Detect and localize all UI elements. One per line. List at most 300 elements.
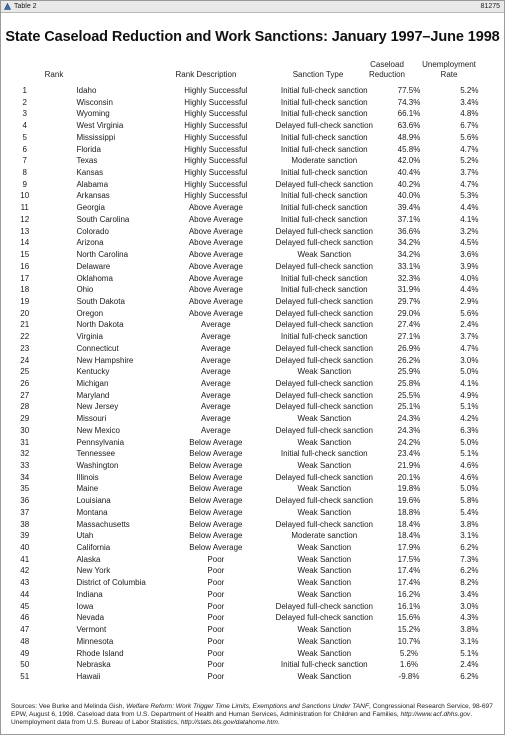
table-row <box>1 390 504 402</box>
caseload-reduction-cell: 17.4% <box>397 578 421 588</box>
caseload-reduction-cell: 32.3% <box>397 273 421 283</box>
caseload-reduction-cell: 5.2% <box>399 648 419 658</box>
rank-description-cell: Average <box>201 390 231 400</box>
state-cell: Florida <box>76 144 101 154</box>
caseload-reduction-cell: 40.2% <box>397 179 421 189</box>
table-row <box>1 179 504 191</box>
rank-cell: 31 <box>20 437 30 447</box>
caseload-reduction-cell: 16.1% <box>397 601 421 611</box>
header-caseload-reduction <box>360 60 414 79</box>
sanction-type-cell: Initial full-check sanction <box>280 332 368 342</box>
sanction-type-cell: Delayed full-check sanction <box>275 226 373 236</box>
state-cell: Idaho <box>76 86 97 95</box>
table-row <box>1 120 504 132</box>
state-cell: Kentucky <box>76 367 110 377</box>
rank-cell: 24 <box>20 355 30 365</box>
unemployment-rate-cell: 4.9% <box>460 390 479 400</box>
table-row <box>1 659 504 671</box>
rank-description-cell: Below Average <box>189 519 243 529</box>
state-cell: Pennsylvania <box>76 437 125 447</box>
unemployment-rate-cell: 5.2% <box>460 86 479 95</box>
rank-description-cell: Highly Successful <box>184 144 248 154</box>
state-cell: North Carolina <box>76 250 129 260</box>
unemployment-rate-cell: 5.1% <box>460 648 479 658</box>
rank-cell: 9 <box>22 179 27 189</box>
table-body <box>1 85 504 683</box>
table-row <box>1 565 504 577</box>
sources-acf-link[interactable]: http://www.acf.dhhs.gov <box>400 711 471 719</box>
rank-description-cell: Average <box>201 425 231 435</box>
state-cell: Wyoming <box>76 109 110 119</box>
state-cell: Maine <box>76 484 99 494</box>
rank-cell: 12 <box>20 214 30 224</box>
table-row <box>1 319 504 331</box>
state-cell: North Dakota <box>76 320 124 330</box>
header-caseload-line1: Caseload <box>370 60 404 69</box>
caseload-reduction-cell: 15.2% <box>397 625 421 635</box>
table-row <box>1 237 504 249</box>
sources-note <box>11 703 497 728</box>
window-title: Table 2 <box>14 3 37 10</box>
rank-description-cell: Poor <box>207 613 225 623</box>
caseload-reduction-cell: 48.9% <box>397 132 421 142</box>
sources-prefix: Sources: Vee Burke and Melinda Gish, <box>11 703 127 710</box>
state-cell: Utah <box>76 531 94 541</box>
sanction-type-cell: Delayed full-check sanction <box>275 355 373 365</box>
sanction-type-cell: Delayed full-check sanction <box>275 308 373 318</box>
rank-description-cell: Highly Successful <box>184 191 248 201</box>
table-row <box>1 284 504 296</box>
sanction-type-cell: Initial full-check sanction <box>280 109 368 119</box>
unemployment-rate-cell: 8.2% <box>460 578 479 588</box>
state-cell: South Dakota <box>76 296 125 306</box>
table-row <box>1 542 504 554</box>
state-cell: Wisconsin <box>76 97 113 107</box>
table-title: State Caseload Reduction and Work Sanctions: January 1997–June 1998 <box>5 29 500 45</box>
rank-cell: 42 <box>20 566 30 576</box>
rank-description-cell: Average <box>201 367 231 377</box>
state-cell: South Carolina <box>76 214 130 224</box>
caseload-reduction-cell: 29.0% <box>397 308 421 318</box>
state-cell: Hawaii <box>76 671 101 681</box>
state-cell: Michigan <box>76 378 109 388</box>
table-row <box>1 425 504 437</box>
rank-cell: 51 <box>20 671 30 681</box>
state-cell: Alabama <box>76 179 109 189</box>
rank-description-cell: Above Average <box>188 226 243 236</box>
rank-description-cell: Average <box>201 355 231 365</box>
rank-cell: 50 <box>20 660 30 670</box>
rank-cell: 20 <box>20 308 30 318</box>
sanction-type-cell: Weak Sanction <box>297 484 352 494</box>
unemployment-rate-cell: 3.1% <box>460 531 479 541</box>
unemployment-rate-cell: 3.4% <box>460 97 479 107</box>
table-row <box>1 249 504 261</box>
unemployment-rate-cell: 5.6% <box>460 132 479 142</box>
caseload-reduction-cell: 42.0% <box>397 156 421 166</box>
unemployment-rate-cell: 5.3% <box>460 191 479 201</box>
rank-cell: 45 <box>20 601 30 611</box>
unemployment-rate-cell: 5.0% <box>460 367 479 377</box>
caseload-reduction-cell: 77.5% <box>397 86 421 95</box>
rank-description-cell: Above Average <box>188 285 243 295</box>
state-cell: Washington <box>76 461 119 470</box>
caseload-reduction-cell: 27.1% <box>397 332 421 342</box>
document-icon <box>4 3 11 10</box>
unemployment-rate-cell: 3.1% <box>460 636 479 646</box>
sanction-type-cell: Delayed full-check sanction <box>275 378 373 388</box>
caseload-reduction-cell: 25.1% <box>397 402 421 412</box>
state-cell: Colorado <box>76 226 109 236</box>
state-cell: Maryland <box>76 390 110 400</box>
table-row <box>1 214 504 226</box>
caseload-reduction-cell: 45.8% <box>397 144 421 154</box>
rank-cell: 14 <box>20 238 30 248</box>
table-row <box>1 671 504 683</box>
caseload-reduction-cell: 39.4% <box>397 203 421 213</box>
unemployment-rate-cell: 3.7% <box>460 332 479 342</box>
caseload-reduction-cell: 15.6% <box>397 613 421 623</box>
table-row <box>1 355 504 367</box>
rank-description-cell: Poor <box>207 660 225 670</box>
state-cell: New York <box>76 566 111 576</box>
caseload-reduction-cell: 18.4% <box>397 531 421 541</box>
rank-description-cell: Highly Successful <box>184 121 248 131</box>
table-row <box>1 108 504 120</box>
table-row <box>1 85 504 97</box>
unemployment-rate-cell: 3.0% <box>460 601 479 611</box>
rank-cell: 46 <box>20 613 30 623</box>
rank-description-cell: Average <box>201 343 231 353</box>
table-row <box>1 448 504 460</box>
sanction-type-cell: Moderate sanction <box>291 531 358 541</box>
rank-cell: 17 <box>20 273 30 283</box>
rank-cell: 5 <box>22 132 27 142</box>
rank-description-cell: Below Average <box>189 484 243 494</box>
rank-cell: 8 <box>22 168 27 178</box>
header-sanction-type: Sanction Type <box>292 70 344 79</box>
sanction-type-cell: Initial full-check sanction <box>280 449 368 459</box>
table-row <box>1 437 504 449</box>
rank-description-cell: Poor <box>207 554 225 564</box>
caseload-reduction-cell: 25.8% <box>397 378 421 388</box>
unemployment-rate-cell: 4.3% <box>460 613 479 623</box>
sanction-type-cell: Delayed full-check sanction <box>275 519 373 529</box>
sanction-type-cell: Weak Sanction <box>297 461 352 470</box>
unemployment-rate-cell: 5.2% <box>460 156 479 166</box>
table-row <box>1 577 504 589</box>
header-rank: Rank <box>44 70 64 79</box>
rank-description-cell: Poor <box>207 671 225 681</box>
sanction-type-cell: Weak Sanction <box>297 648 352 658</box>
rank-description-cell: Below Average <box>189 472 243 482</box>
sanction-type-cell: Initial full-check sanction <box>280 285 368 295</box>
table-row <box>1 472 504 484</box>
state-cell: New Hampshire <box>76 355 134 365</box>
rank-cell: 1 <box>22 86 27 95</box>
sanction-type-cell: Delayed full-check sanction <box>275 496 373 506</box>
rank-cell: 43 <box>20 578 30 588</box>
caseload-reduction-cell: 24.3% <box>397 414 421 424</box>
table-row <box>1 648 504 660</box>
rank-cell: 22 <box>20 332 30 342</box>
sources-bls-link[interactable]: http://stats.bls.gov/datahome.htm <box>180 719 278 727</box>
rank-cell: 41 <box>20 554 30 564</box>
rank-cell: 4 <box>22 121 27 131</box>
caseload-reduction-cell: 24.2% <box>397 437 421 447</box>
unemployment-rate-cell: 4.7% <box>460 144 479 154</box>
rank-description-cell: Below Average <box>189 507 243 517</box>
rank-cell: 25 <box>20 367 30 377</box>
unemployment-rate-cell: 3.4% <box>460 589 479 599</box>
caseload-reduction-cell: 19.8% <box>397 484 421 494</box>
caseload-reduction-cell: 74.3% <box>397 97 421 107</box>
rank-description-cell: Poor <box>207 648 225 658</box>
sanction-type-cell: Weak Sanction <box>297 250 352 260</box>
caseload-reduction-cell: 34.2% <box>397 250 421 260</box>
caseload-reduction-cell: 26.2% <box>397 355 421 365</box>
sanction-type-cell: Weak Sanction <box>297 367 352 377</box>
state-cell: Oregon <box>76 308 104 318</box>
sanction-type-cell: Delayed full-check sanction <box>275 296 373 306</box>
state-cell: Kansas <box>76 168 104 178</box>
caseload-reduction-cell: 18.4% <box>397 519 421 529</box>
header-unemployment-line2: Rate <box>440 69 458 79</box>
unemployment-rate-cell: 6.2% <box>460 543 479 553</box>
unemployment-rate-cell: 4.7% <box>460 343 479 353</box>
sanction-type-cell: Delayed full-check sanction <box>275 179 373 189</box>
caseload-reduction-cell: 26.9% <box>397 343 421 353</box>
unemployment-rate-cell: 4.1% <box>460 378 479 388</box>
unemployment-rate-cell: 4.2% <box>460 414 479 424</box>
rank-description-cell: Below Average <box>189 449 243 459</box>
header-unemployment-line1: Unemployment <box>422 60 476 69</box>
state-cell: New Jersey <box>76 402 119 412</box>
rank-description-cell: Poor <box>207 566 225 576</box>
sanction-type-cell: Initial full-check sanction <box>280 203 368 213</box>
rank-description-cell: Poor <box>207 601 225 611</box>
rank-cell: 44 <box>20 589 30 599</box>
sanction-type-cell: Weak Sanction <box>297 589 352 599</box>
unemployment-rate-cell: 6.2% <box>460 566 479 576</box>
sanction-type-cell: Weak Sanction <box>297 636 352 646</box>
unemployment-rate-cell: 6.2% <box>460 671 479 681</box>
rank-description-cell: Above Average <box>188 308 243 318</box>
state-cell: Vermont <box>76 625 107 635</box>
header-caseload-line2: Reduction <box>368 69 406 79</box>
state-cell: Georgia <box>76 203 105 213</box>
rank-description-cell: Above Average <box>188 203 243 213</box>
rank-cell: 10 <box>20 191 30 201</box>
table-row <box>1 636 504 648</box>
unemployment-rate-cell: 4.5% <box>460 238 479 248</box>
caseload-reduction-cell: 16.2% <box>397 589 421 599</box>
unemployment-rate-cell: 2.4% <box>460 660 479 670</box>
sanction-type-cell: Initial full-check sanction <box>280 168 368 178</box>
rank-description-cell: Highly Successful <box>184 179 248 189</box>
table-row <box>1 378 504 390</box>
caseload-reduction-cell: 18.8% <box>397 507 421 517</box>
rank-cell: 11 <box>20 203 29 213</box>
rank-cell: 35 <box>20 484 30 494</box>
sanction-type-cell: Delayed full-check sanction <box>275 343 373 353</box>
table-row <box>1 589 504 601</box>
unemployment-rate-cell: 6.7% <box>460 121 479 131</box>
rank-description-cell: Above Average <box>188 273 243 283</box>
table-row <box>1 507 504 519</box>
table-row <box>1 530 504 542</box>
state-cell: Nebraska <box>76 660 111 670</box>
table-row <box>1 519 504 531</box>
rank-description-cell: Average <box>201 402 231 412</box>
rank-cell: 49 <box>20 648 30 658</box>
rank-cell: 29 <box>20 414 30 424</box>
rank-cell: 30 <box>20 425 30 435</box>
sanction-type-cell: Initial full-check sanction <box>280 273 368 283</box>
window-code: 81275 <box>480 3 500 10</box>
state-cell: District of Columbia <box>76 578 146 588</box>
unemployment-rate-cell: 2.4% <box>460 320 479 330</box>
caseload-reduction-cell: 40.4% <box>397 168 421 178</box>
unemployment-rate-cell: 5.4% <box>460 507 479 517</box>
sanction-type-cell: Delayed full-check sanction <box>275 320 373 330</box>
header-unemployment-rate <box>413 60 485 79</box>
sanction-type-cell: Delayed full-check sanction <box>275 121 373 131</box>
caseload-reduction-cell: 25.5% <box>397 390 421 400</box>
rank-description-cell: Above Average <box>188 261 243 271</box>
rank-description-cell: Below Average <box>189 531 243 541</box>
unemployment-rate-cell: 6.3% <box>460 425 479 435</box>
sources-book-title: Welfare Reform: Work Trigger Time Limits, Exemptions and Sanctions Under TANF <box>126 703 369 710</box>
table-row <box>1 624 504 636</box>
rank-description-cell: Average <box>201 378 231 388</box>
rank-description-cell: Above Average <box>188 238 243 248</box>
table-row <box>1 144 504 156</box>
state-cell: Illinois <box>76 472 99 482</box>
caseload-reduction-cell: 33.1% <box>397 261 421 271</box>
rank-description-cell: Poor <box>207 589 225 599</box>
sanction-type-cell: Weak Sanction <box>297 543 352 553</box>
caseload-reduction-cell: 37.1% <box>397 214 421 224</box>
table-row <box>1 366 504 378</box>
table-row <box>1 261 504 273</box>
caseload-reduction-cell: 17.4% <box>397 566 421 576</box>
unemployment-rate-cell: 4.4% <box>460 285 479 295</box>
rank-description-cell: Above Average <box>188 296 243 306</box>
sanction-type-cell: Delayed full-check sanction <box>275 261 373 271</box>
rank-description-cell: Highly Successful <box>184 86 248 95</box>
unemployment-rate-cell: 3.6% <box>460 250 479 260</box>
unemployment-rate-cell: 3.7% <box>460 168 479 178</box>
caseload-reduction-cell: 66.1% <box>397 109 421 119</box>
sanction-type-cell: Weak Sanction <box>297 414 352 424</box>
unemployment-rate-cell: 3.9% <box>460 261 479 271</box>
state-cell: Virginia <box>76 332 103 342</box>
rank-cell: 40 <box>20 543 30 553</box>
unemployment-rate-cell: 7.3% <box>460 554 479 564</box>
unemployment-rate-cell: 3.0% <box>460 355 479 365</box>
sanction-type-cell: Delayed full-check sanction <box>275 402 373 412</box>
table-row <box>1 331 504 343</box>
table-row <box>1 155 504 167</box>
state-cell: Montana <box>76 507 108 517</box>
sanction-type-cell: Initial full-check sanction <box>280 86 368 95</box>
caseload-reduction-cell: 17.5% <box>397 554 421 564</box>
rank-description-cell: Below Average <box>189 461 243 470</box>
unemployment-rate-cell: 5.0% <box>460 437 479 447</box>
state-cell: Indiana <box>76 589 103 599</box>
state-cell: Connecticut <box>76 343 119 353</box>
rank-cell: 33 <box>20 461 30 470</box>
sanction-type-cell: Weak Sanction <box>297 437 352 447</box>
rank-description-cell: Highly Successful <box>184 168 248 178</box>
state-cell: Oklahoma <box>76 273 113 283</box>
state-cell: Rhode Island <box>76 648 124 658</box>
unemployment-rate-cell: 5.8% <box>460 496 479 506</box>
state-cell: Alaska <box>76 554 101 564</box>
table-row <box>1 413 504 425</box>
unemployment-rate-cell: 4.7% <box>460 179 479 189</box>
caseload-reduction-cell: 34.2% <box>397 238 421 248</box>
rank-cell: 32 <box>20 449 30 459</box>
sanction-type-cell: Delayed full-check sanction <box>275 390 373 400</box>
state-cell: Massachusetts <box>76 519 130 529</box>
sanction-type-cell: Initial full-check sanction <box>280 191 368 201</box>
rank-description-cell: Above Average <box>188 214 243 224</box>
caseload-reduction-cell: 20.1% <box>397 472 421 482</box>
sanction-type-cell: Weak Sanction <box>297 554 352 564</box>
caseload-reduction-cell: 27.4% <box>397 320 421 330</box>
state-cell: Arkansas <box>76 191 110 201</box>
table-row <box>1 273 504 285</box>
state-cell: Iowa <box>76 601 94 611</box>
unemployment-rate-cell: 4.1% <box>460 214 479 224</box>
rank-cell: 47 <box>20 625 30 635</box>
sanction-type-cell: Initial full-check sanction <box>280 144 368 154</box>
table-row <box>1 202 504 214</box>
rank-cell: 21 <box>20 320 30 330</box>
state-cell: Mississippi <box>76 132 116 142</box>
sources-middle-2: . Unemployment data from U.S. Bureau of Labor Statistics, <box>11 711 473 727</box>
table-row <box>1 167 504 179</box>
rank-cell: 26 <box>20 378 30 388</box>
state-cell: Delaware <box>76 261 111 271</box>
unemployment-rate-cell: 5.0% <box>460 484 479 494</box>
table-row <box>1 495 504 507</box>
unemployment-rate-cell: 2.9% <box>460 296 479 306</box>
rank-cell: 34 <box>20 472 30 482</box>
unemployment-rate-cell: 4.0% <box>460 273 479 283</box>
caseload-table <box>1 85 504 683</box>
table-row <box>1 308 504 320</box>
rank-description-cell: Below Average <box>189 437 243 447</box>
table-row <box>1 554 504 566</box>
rank-cell: 23 <box>20 343 30 353</box>
table-row <box>1 460 504 472</box>
unemployment-rate-cell: 3.2% <box>460 226 479 236</box>
caseload-reduction-cell: 21.9% <box>397 461 421 470</box>
sanction-type-cell: Weak Sanction <box>297 671 352 681</box>
table-row <box>1 601 504 613</box>
caseload-reduction-cell: 10.7% <box>397 636 421 646</box>
rank-cell: 2 <box>22 97 27 107</box>
sanction-type-cell: Delayed full-check sanction <box>275 613 373 623</box>
header-rank-description: Rank Description <box>175 70 237 79</box>
sources-middle: , Congressional Research Service, 98-697 EPW, August 6, 1998. Caseload data from U.S. Department of Health and Human Services, Administration for Children and Families, <box>11 703 493 719</box>
unemployment-rate-cell: 3.8% <box>460 625 479 635</box>
sanction-type-cell: Delayed full-check sanction <box>275 472 373 482</box>
state-cell: Nevada <box>76 613 105 623</box>
